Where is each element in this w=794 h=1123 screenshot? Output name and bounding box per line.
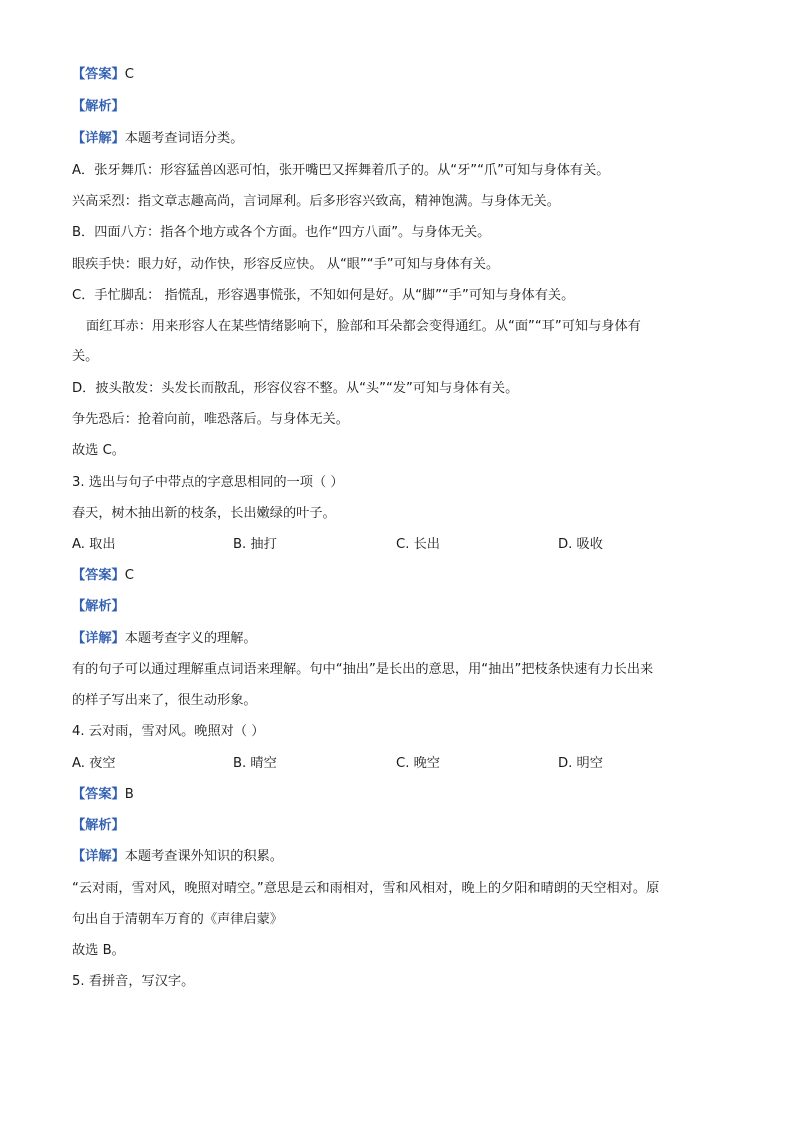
explanation-line: 句出自于清朝车万育的《声律启蒙》	[72, 912, 283, 927]
detail-label: 【详解】	[72, 849, 125, 864]
detail-label: 【详解】	[72, 131, 125, 146]
explanation-line: 眼疾手快：眼力好，动作快，形容反应快。 从“眼”“手”可知与身体有关。	[72, 257, 500, 272]
answer-line-3	[72, 567, 134, 585]
answer-label: 【答案】	[72, 568, 125, 583]
detail-line-4	[72, 848, 283, 866]
q3-option-d: D. 吸收	[558, 537, 603, 552]
detail-text: 本题考查字义的理解。	[124, 631, 257, 646]
explanation-line: 兴高采烈：指文章志趣高尚，言词犀利。后多形容兴致高，精神饱满。与身体无关。	[72, 194, 560, 209]
analysis-label: 【解析】	[72, 99, 125, 114]
explanation-line: 的样子写出来了，很生动形象。	[72, 693, 257, 708]
explanation-line: 有的句子可以通过理解重点词语来理解。句中“抽出”是长出的意思，用“抽出”把枝条快速有力长出来	[72, 662, 654, 677]
answer-value: B	[124, 787, 134, 802]
explanation-line: B．四面八方：指各个地方或各个方面。也作“四方八面”。与身体无关。	[72, 225, 491, 240]
q4-option-d: D. 明空	[558, 756, 603, 771]
question-3-sentence: 春天，树木抽出新的枝条，长出嫩绿的叶子。	[72, 506, 336, 521]
conclusion-line: 故选 B。	[72, 943, 125, 958]
q3-option-b: B. 抽打	[233, 537, 277, 552]
explanation-line: C．手忙脚乱： 指慌乱，形容遇事慌张，不知如何是好。从“脚”“手”可知与身体有关。	[72, 288, 575, 303]
analysis-label: 【解析】	[72, 818, 125, 833]
explanation-line: A．张牙舞爪：形容猛兽凶恶可怕，张开嘴巴又挥舞着爪子的。从“牙”“爪”可知与身体有关。	[72, 163, 610, 178]
answer-label: 【答案】	[72, 67, 125, 82]
conclusion-line: 故选 C。	[72, 443, 125, 458]
explanation-line: 面红耳赤：用来形容人在某些情绪影响下，脸部和耳朵都会变得通红。从“面”“耳”可知与身体有	[86, 319, 641, 334]
answer-line-1	[72, 66, 134, 84]
answer-label: 【答案】	[72, 787, 125, 802]
q3-option-a: A. 取出	[72, 537, 116, 552]
question-3-title: 3. 选出与句子中带点的字意思相同的一项（ ）	[72, 475, 344, 490]
answer-value: C	[124, 67, 134, 82]
q4-option-b: B. 晴空	[233, 756, 277, 771]
detail-text: 本题考查词语分类。	[124, 131, 244, 146]
answer-line-4	[72, 786, 134, 804]
q4-option-a: A. 夜空	[72, 756, 116, 771]
q3-option-c: C. 长出	[396, 537, 440, 552]
explanation-line: D．披头散发：头发长而散乱，形容仪容不整。从“头”“发”可知与身体有关。	[72, 381, 519, 396]
explanation-line: 争先恐后：抢着向前，唯恐落后。与身体无关。	[72, 412, 349, 427]
question-5-title: 5. 看拼音，写汉字。	[72, 974, 195, 989]
detail-line-1	[72, 130, 243, 148]
detail-text: 本题考查课外知识的积累。	[124, 849, 283, 864]
detail-label: 【详解】	[72, 631, 125, 646]
explanation-line: 关。	[72, 349, 99, 364]
q4-option-c: C. 晚空	[396, 756, 440, 771]
answer-value: C	[124, 568, 134, 583]
detail-line-3	[72, 630, 257, 648]
analysis-label: 【解析】	[72, 599, 125, 614]
explanation-line: “云对雨，雪对风，晚照对晴空。”意思是云和雨相对，雪和风相对，晚上的夕阳和晴朗的天空相对。原	[72, 881, 660, 896]
question-4-title: 4. 云对雨，雪对风。晚照对（ ）	[72, 724, 265, 739]
